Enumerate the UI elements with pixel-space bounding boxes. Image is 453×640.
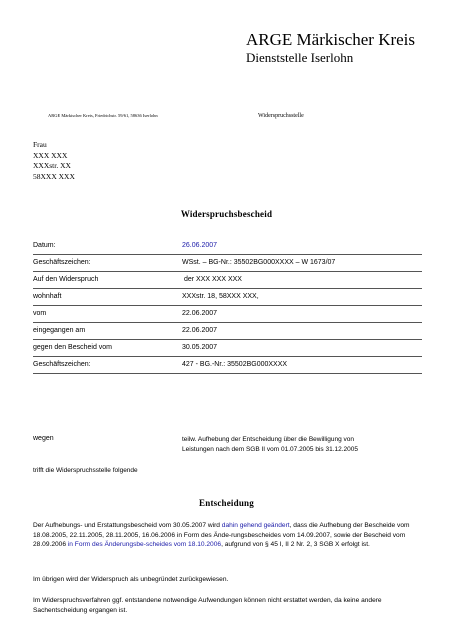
recipient-line: XXXstr. XX [33, 161, 71, 170]
field-value: 26.06.2007 [182, 242, 218, 249]
field-value: XXXstr. 18, 58XXX XXX, [182, 293, 259, 300]
field-label: Geschäftszeichen: [33, 259, 91, 266]
rejection-paragraph: Im übrigen wird der Widerspruch als unbegründet zurückgewiesen. [33, 576, 229, 583]
reason-line: Leistungen nach dem SGB II vom 01.07.2005 bis 31.12.2005 [182, 446, 358, 453]
organization-name: ARGE Märkischer Kreis [246, 30, 416, 49]
recipient-address [33, 140, 75, 182]
sender-line: ARGE Märkischer Kreis, Friedrichstr. 59/61, 58636 Iserlohn [48, 113, 158, 118]
field-value: 22.06.2007 [182, 327, 218, 334]
field-value: der XXX XXX XXX [184, 276, 242, 283]
field-value: 30.05.2007 [182, 344, 218, 351]
highlight-text: dahin gehend geändert [221, 522, 290, 529]
reason-label: wegen [33, 435, 54, 442]
highlight-text: in Form des Änderungsbe-scheides vom 18.10.2006 [67, 541, 222, 549]
document-title: Widerspruchsbescheid [180, 209, 273, 219]
row-divider [33, 305, 422, 306]
row-divider [33, 271, 422, 272]
field-label: gegen den Bescheid vom [33, 344, 112, 351]
field-value: 22.06.2007 [182, 310, 218, 317]
row-divider [33, 339, 422, 340]
field-label: Datum: [33, 242, 56, 249]
decision-text: , aufgrund von § 45 I, II 2 Nr. 2, 3 SGB X erfolgt ist. [221, 541, 370, 549]
row-divider [33, 254, 422, 255]
row-divider [33, 322, 422, 323]
decision-heading: Entscheidung [199, 498, 254, 508]
reason-text [182, 435, 358, 455]
recipient-line: 58XXX XXX [33, 171, 75, 181]
field-label: Auf den Widerspruch [33, 276, 99, 283]
reason-line: teilw. Aufhebung der Entscheidung über die Bewilligung von [182, 436, 355, 443]
row-divider [33, 373, 422, 374]
department-name: Dienststelle Iserlohn [246, 50, 354, 65]
row-divider [33, 288, 422, 289]
field-value: 427 - BG.-Nr.: 35502BG000XXXX [182, 361, 288, 368]
field-label: Geschäftszeichen: [33, 361, 91, 368]
field-label: wohnhaft [33, 293, 62, 300]
costs-paragraph: Im Widerspruchsverfahren ggf. entstandene notwendige Aufwendungen können nicht erstattet werden, da keine andere Sachentscheidung ergangen ist. [33, 597, 382, 614]
decision-text: Der Aufhebungs- und Erstattungsbescheid vom 30.05.2007 wird [33, 522, 222, 529]
recipient-line: Frau [33, 140, 47, 149]
decision-text: , dass die Aufhebung der Bescheide vom 18.08.2005, 22.11.2005, 28.11.2005, 16.06.2006 in Form des Ände-rungsbescheides vom 14.09.2007, sowie der Bescheid vom 28.09.2006 [33, 522, 410, 549]
finding-text: trifft die Widerspruchsstelle folgende [33, 467, 138, 474]
field-value: WSst. – BG-Nr.: 35502BG000XXXX – W 1673/07 [182, 259, 336, 266]
row-divider [33, 356, 422, 357]
field-label: eingegangen am [33, 327, 86, 334]
office-name: Widerspruchsstelle [258, 113, 304, 119]
recipient-line: XXX XXX [33, 150, 68, 160]
decision-paragraph [33, 521, 428, 550]
field-label: vom [33, 310, 47, 317]
